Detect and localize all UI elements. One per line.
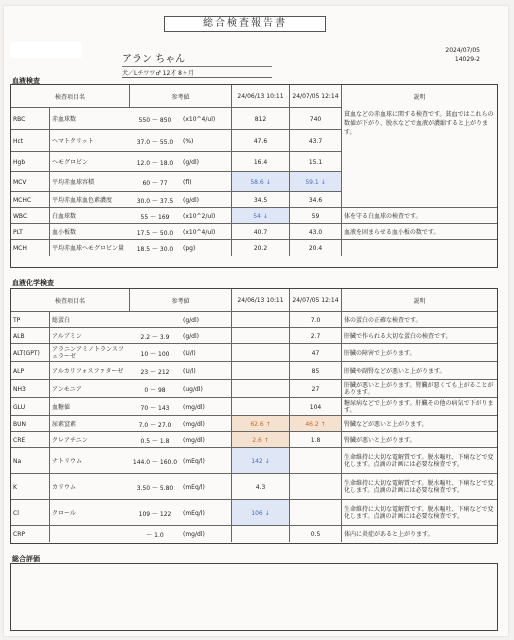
description: 体の蛋白の正確な検査です。 — [341, 312, 497, 328]
report-title: 総合検査報告書 — [164, 16, 326, 32]
reference-unit: (pg) — [183, 244, 196, 252]
header-test-name: 検査項目名 — [54, 93, 85, 101]
reference-unit: (%) — [183, 137, 194, 145]
table-row — [11, 499, 497, 526]
result-value-1: 4.3 — [231, 474, 289, 500]
result-value-2: 85 — [289, 362, 341, 380]
test-name: 白血球数 — [49, 208, 129, 224]
reference-unit: (mg/dl) — [183, 420, 205, 428]
test-name: 尿素窒素 — [49, 416, 129, 432]
test-code: MCH — [13, 244, 27, 252]
result-value-2: 740 — [289, 108, 341, 130]
result-value-2: 43.0 — [289, 224, 341, 240]
report-meta — [445, 46, 480, 64]
test-code: Hct — [13, 137, 24, 145]
reference-unit: (g/dl) — [183, 158, 199, 166]
table-row — [11, 397, 497, 416]
result-value-1: 40.7 — [231, 224, 289, 240]
test-name: 総蛋白 — [49, 312, 129, 328]
report-date: 2024/07/05 — [445, 47, 480, 54]
reference-unit: (ug/dl) — [183, 385, 203, 393]
result-value-1 — [231, 380, 289, 398]
reference-unit: (mEq/l) — [183, 457, 205, 465]
result-value-2: 7.0 — [289, 312, 341, 328]
result-value-1: 106 ↓ — [231, 500, 289, 526]
merged-description: 貧血などの赤血球に関する検査です。貧血ではこれらの数値が下がり、脱水などで血液が濃縮すると上がります。 — [341, 107, 497, 207]
header-description: 説明 — [341, 85, 497, 107]
report-sheet — [4, 6, 508, 636]
description: 生命維持に大切な電解質です。脱水嘔吐、下痢などで変化します。点滴の計画には必要な検査です。 — [341, 500, 497, 526]
reference-range: 55 〜 169 — [140, 213, 170, 221]
reference-range: 37.0 〜 55.0 — [136, 138, 174, 146]
result-value-2: 15.1 — [289, 152, 341, 172]
result-value-2: 34.6 — [289, 192, 341, 208]
test-code: K — [13, 483, 17, 491]
table-row — [11, 207, 497, 224]
header-reference: 参考値 — [129, 85, 231, 107]
test-code: NH3 — [13, 385, 26, 393]
report-id: 14029-2 — [454, 56, 480, 63]
result-value-1: 62.6 ↑ — [231, 416, 289, 432]
reference-range: 10 〜 100 — [140, 350, 170, 358]
reference-range: 〜 1.0 — [146, 531, 164, 539]
test-name: 平均赤血球血色素濃度 — [49, 192, 129, 208]
test-code: PLT — [13, 228, 23, 236]
reference-range: 3.50 〜 5.80 — [136, 484, 174, 492]
description: 体を守る白血球の検査です。 — [341, 208, 497, 224]
test-name: 平均赤血球容積 — [49, 172, 129, 192]
result-value-2 — [289, 448, 341, 474]
reference-unit: (g/dl) — [183, 196, 199, 204]
reference-range: 17.5 〜 50.0 — [136, 229, 174, 237]
test-name: アラニンアミノトランスフェラーゼ — [49, 344, 129, 362]
reference-unit: (U/l) — [183, 349, 196, 357]
reference-unit: (x10^2/ul) — [183, 212, 216, 220]
table-row — [11, 327, 497, 344]
test-code: Hgb — [13, 158, 26, 166]
reference-range: 0 〜 98 — [144, 386, 166, 394]
test-name: クロール — [49, 500, 129, 526]
redacted-block — [10, 42, 82, 58]
header-date-1: 24/06/13 10:11 — [231, 289, 289, 311]
reference-unit: (x10^4/ul) — [183, 115, 216, 123]
test-name: 平均赤血球ヘモグロビン量 — [49, 240, 129, 256]
result-value-2 — [289, 474, 341, 500]
table-row — [11, 311, 497, 328]
patient-details: 犬／Lチワワ♂ 12才 8ヶ月 — [122, 66, 272, 77]
reference-unit: (mEq/l) — [183, 483, 205, 491]
table-row — [11, 525, 497, 542]
result-value-2: 27 — [289, 380, 341, 398]
result-value-2: 46.2 ↑ — [289, 416, 341, 432]
test-code: Cl — [13, 509, 19, 517]
test-code: BUN — [13, 420, 26, 428]
result-value-1 — [231, 362, 289, 380]
result-value-1: 2.6 ↑ — [231, 432, 289, 448]
patient-info — [122, 50, 272, 78]
result-value-2: 104 — [289, 398, 341, 416]
patient-name: アラン ちゃん — [122, 54, 186, 65]
result-value-1: 58.6 ↓ — [231, 172, 289, 192]
summary-box — [10, 563, 498, 631]
reference-unit: (g/dl) — [183, 332, 199, 340]
reference-range: 0.5 〜 1.8 — [140, 437, 170, 445]
description: 血液を固まらせる血小板の数です。 — [341, 224, 497, 240]
reference-range: 109 〜 122 — [138, 510, 172, 518]
table-row — [11, 223, 497, 240]
test-code: ALT(GPT) — [13, 349, 40, 357]
reference-range: 70 〜 143 — [140, 404, 170, 412]
test-name: カリウム — [49, 474, 129, 500]
blood-table — [10, 84, 498, 268]
reference-range: 2.2 〜 3.9 — [140, 333, 170, 341]
result-value-2: 43.7 — [289, 130, 341, 152]
description: 糖尿病などで上がります。肝臓その他の病気で下がります。 — [341, 398, 497, 416]
reference-unit: (mg/dl) — [183, 436, 205, 444]
test-name: アンモニア — [49, 380, 129, 398]
reference-range: 144.0 〜 160.0 — [132, 458, 178, 466]
description: 体内に炎症があると上がります。 — [341, 526, 497, 542]
section-title-chem: 血液化学検査 — [12, 279, 54, 287]
test-code: ALB — [13, 332, 25, 340]
result-value-2: 59 — [289, 208, 341, 224]
result-value-2: 47 — [289, 344, 341, 362]
description: 生命維持に大切な電解質です。脱水嘔吐、下痢などで変化します。点滴の計画には必要な検査です。 — [341, 474, 497, 500]
reference-unit: (fl) — [183, 178, 192, 186]
table-row — [11, 431, 497, 448]
reference-range: 60 〜 77 — [142, 179, 168, 187]
test-code: WBC — [13, 212, 28, 220]
test-name: アルカリフォスファターゼ — [49, 362, 129, 380]
test-name: ヘモグロビン — [49, 152, 129, 172]
test-code: TP — [13, 316, 21, 324]
reference-unit: (mg/dl) — [183, 403, 205, 411]
result-value-1: 47.6 — [231, 130, 289, 152]
test-name: 赤血球数 — [49, 108, 129, 130]
header-date-2: 24/07/05 12:14 — [289, 85, 341, 107]
result-value-1 — [231, 398, 289, 416]
description: 生命維持に大切な電解質です。脱水嘔吐、下痢などで変化します。点滴の計画には必要な検査です。 — [341, 448, 497, 474]
chem-table — [10, 288, 498, 544]
description: 肝臓や副腎などが悪いと上がります。 — [341, 362, 497, 380]
table-row — [11, 361, 497, 380]
test-name: アルブミン — [49, 328, 129, 344]
table-row — [11, 415, 497, 432]
result-value-2: 0.5 — [289, 526, 341, 542]
description: 腎臓などが悪いと上がります。 — [341, 416, 497, 432]
test-code: CRE — [13, 436, 26, 444]
table-header-row — [11, 85, 497, 107]
summary-title: 総合評価 — [12, 555, 40, 563]
result-value-1 — [231, 344, 289, 362]
test-code: Na — [13, 457, 22, 465]
test-code: CRP — [13, 530, 25, 538]
result-value-2: 20.4 — [289, 240, 341, 256]
test-code: MCV — [13, 178, 27, 186]
test-code: ALP — [13, 367, 25, 375]
result-value-1: 20.2 — [231, 240, 289, 256]
header-test-name: 検査項目名 — [54, 297, 85, 305]
result-value-1 — [231, 312, 289, 328]
result-value-2: 1.8 — [289, 432, 341, 448]
header-date-1: 24/06/13 10:11 — [231, 85, 289, 107]
test-name: クレアチニン — [49, 432, 129, 448]
description: 肝臓の障害で上がります。 — [341, 344, 497, 362]
test-name — [49, 526, 129, 542]
table-header-row — [11, 289, 497, 311]
reference-range: 18.5 〜 30.0 — [136, 245, 174, 253]
reference-unit: (mEq/l) — [183, 509, 205, 517]
result-value-1 — [231, 328, 289, 344]
result-value-2: 59.1 ↓ — [289, 172, 341, 192]
test-code: MCHC — [13, 196, 32, 204]
table-row — [11, 447, 497, 474]
reference-range: 12.0 〜 18.0 — [136, 159, 174, 167]
test-name: ヘマトクリット — [49, 130, 129, 152]
reference-range: 23 〜 212 — [140, 368, 170, 376]
table-row — [11, 379, 497, 398]
reference-range: 7.0 〜 27.0 — [138, 421, 172, 429]
description — [341, 240, 497, 256]
description: 肝臓が悪いと上がります。腎臓が悪くても上がることがあります。 — [341, 380, 497, 398]
description: 腎臓が悪いと上がります。 — [341, 432, 497, 448]
test-name: ナトリウム — [49, 448, 129, 474]
header-description: 説明 — [341, 289, 497, 311]
reference-range — [129, 312, 181, 328]
test-name: 血糖値 — [49, 398, 129, 416]
description: 肝臓で作られる大切な蛋白の検査です。 — [341, 328, 497, 344]
result-value-1: 54 ↓ — [231, 208, 289, 224]
result-value-1 — [231, 526, 289, 542]
section-title-blood: 血液検査 — [12, 77, 40, 85]
result-value-1: 16.4 — [231, 152, 289, 172]
result-value-1: 812 — [231, 108, 289, 130]
table-row — [11, 239, 497, 256]
test-code: GLU — [13, 403, 26, 411]
table-row — [11, 343, 497, 362]
header-reference: 参考値 — [129, 289, 231, 311]
reference-unit: (g/dl) — [183, 316, 199, 324]
reference-range: 550 〜 850 — [138, 116, 172, 124]
result-value-2: 2.7 — [289, 328, 341, 344]
result-value-2 — [289, 500, 341, 526]
result-value-1: 142 ↓ — [231, 448, 289, 474]
reference-unit: (mg/dl) — [183, 530, 205, 538]
reference-unit: (U/l) — [183, 367, 196, 375]
table-row — [11, 473, 497, 500]
reference-unit: (x10^4/ul) — [183, 228, 216, 236]
test-name: 血小板数 — [49, 224, 129, 240]
header-date-2: 24/07/05 12:14 — [289, 289, 341, 311]
test-code: RBC — [13, 115, 26, 123]
result-value-1: 34.5 — [231, 192, 289, 208]
reference-range: 30.0 〜 37.5 — [136, 197, 174, 205]
